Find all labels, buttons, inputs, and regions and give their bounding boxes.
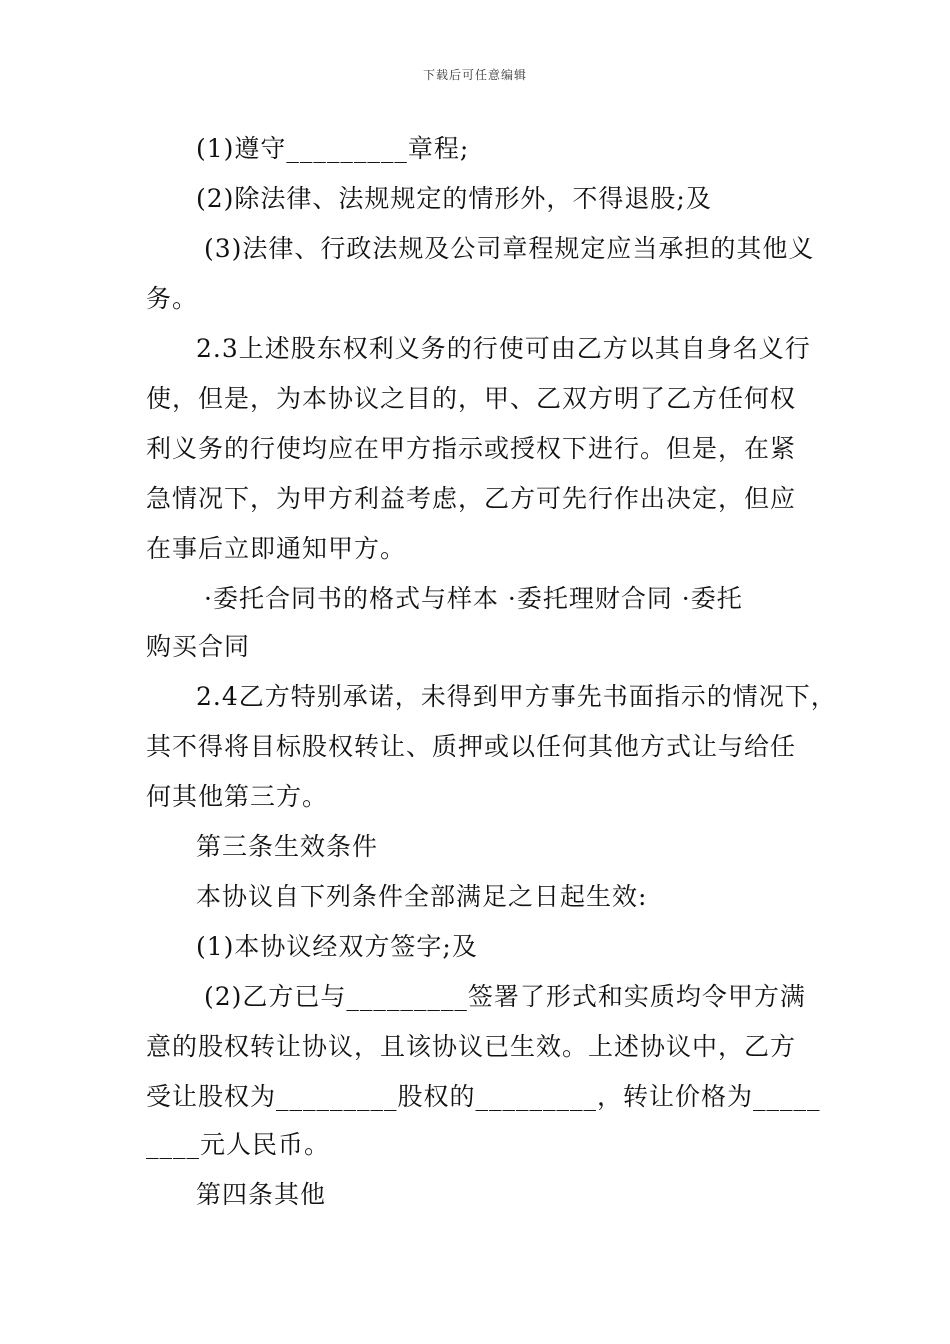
related-links-line: 购买合同 <box>146 632 251 661</box>
section-heading: 第四条其他 <box>196 1180 327 1209</box>
paragraph-line: (2)乙方已与_________签署了形式和实质均令甲方满 <box>204 982 806 1011</box>
paragraph-line: (1)本协议经双方签字;及 <box>196 932 478 961</box>
paragraph-line: 2.3上述股东权利义务的行使可由乙方以其自身名义行 <box>196 334 811 363</box>
paragraph-line: (3)法律、行政法规及公司章程规定应当承担的其他义 <box>204 234 815 263</box>
paragraph-line: 务。 <box>146 284 199 313</box>
paragraph-line: 意的股权转让协议，且该协议已生效。上述协议中，乙方 <box>146 1032 797 1061</box>
paragraph-line: (2)除法律、法规规定的情形外，不得退股;及 <box>196 184 712 213</box>
paragraph-line: 在事后立即通知甲方。 <box>146 534 407 563</box>
paragraph-line: 2.4乙方特别承诺，未得到甲方事先书面指示的情况下， <box>196 682 837 711</box>
page-header: 下载后可任意编辑 <box>422 68 527 82</box>
paragraph-line: 何其他第三方。 <box>146 782 329 811</box>
related-links-line: ·委托合同书的格式与样本 ·委托理财合同 ·委托 <box>204 584 743 613</box>
paragraph-line: 使，但是，为本协议之目的，甲、乙双方明了乙方任何权 <box>146 384 797 413</box>
paragraph-line: 其不得将目标股权转让、质押或以任何其他方式让与给任 <box>146 732 797 761</box>
paragraph-line: 急情况下，为甲方利益考虑，乙方可先行作出决定，但应 <box>146 484 797 513</box>
paragraph-line: ____元人民币。 <box>146 1130 331 1159</box>
paragraph-line: 利义务的行使均应在甲方指示或授权下进行。但是，在紧 <box>146 434 797 463</box>
paragraph-line: 受让股权为_________股权的_________，转让价格为_____ <box>146 1082 821 1111</box>
paragraph-line: 本协议自下列条件全部满足之日起生效: <box>196 882 648 911</box>
paragraph-line: (1)遵守_________章程; <box>196 134 470 163</box>
section-heading: 第三条生效条件 <box>196 832 379 861</box>
